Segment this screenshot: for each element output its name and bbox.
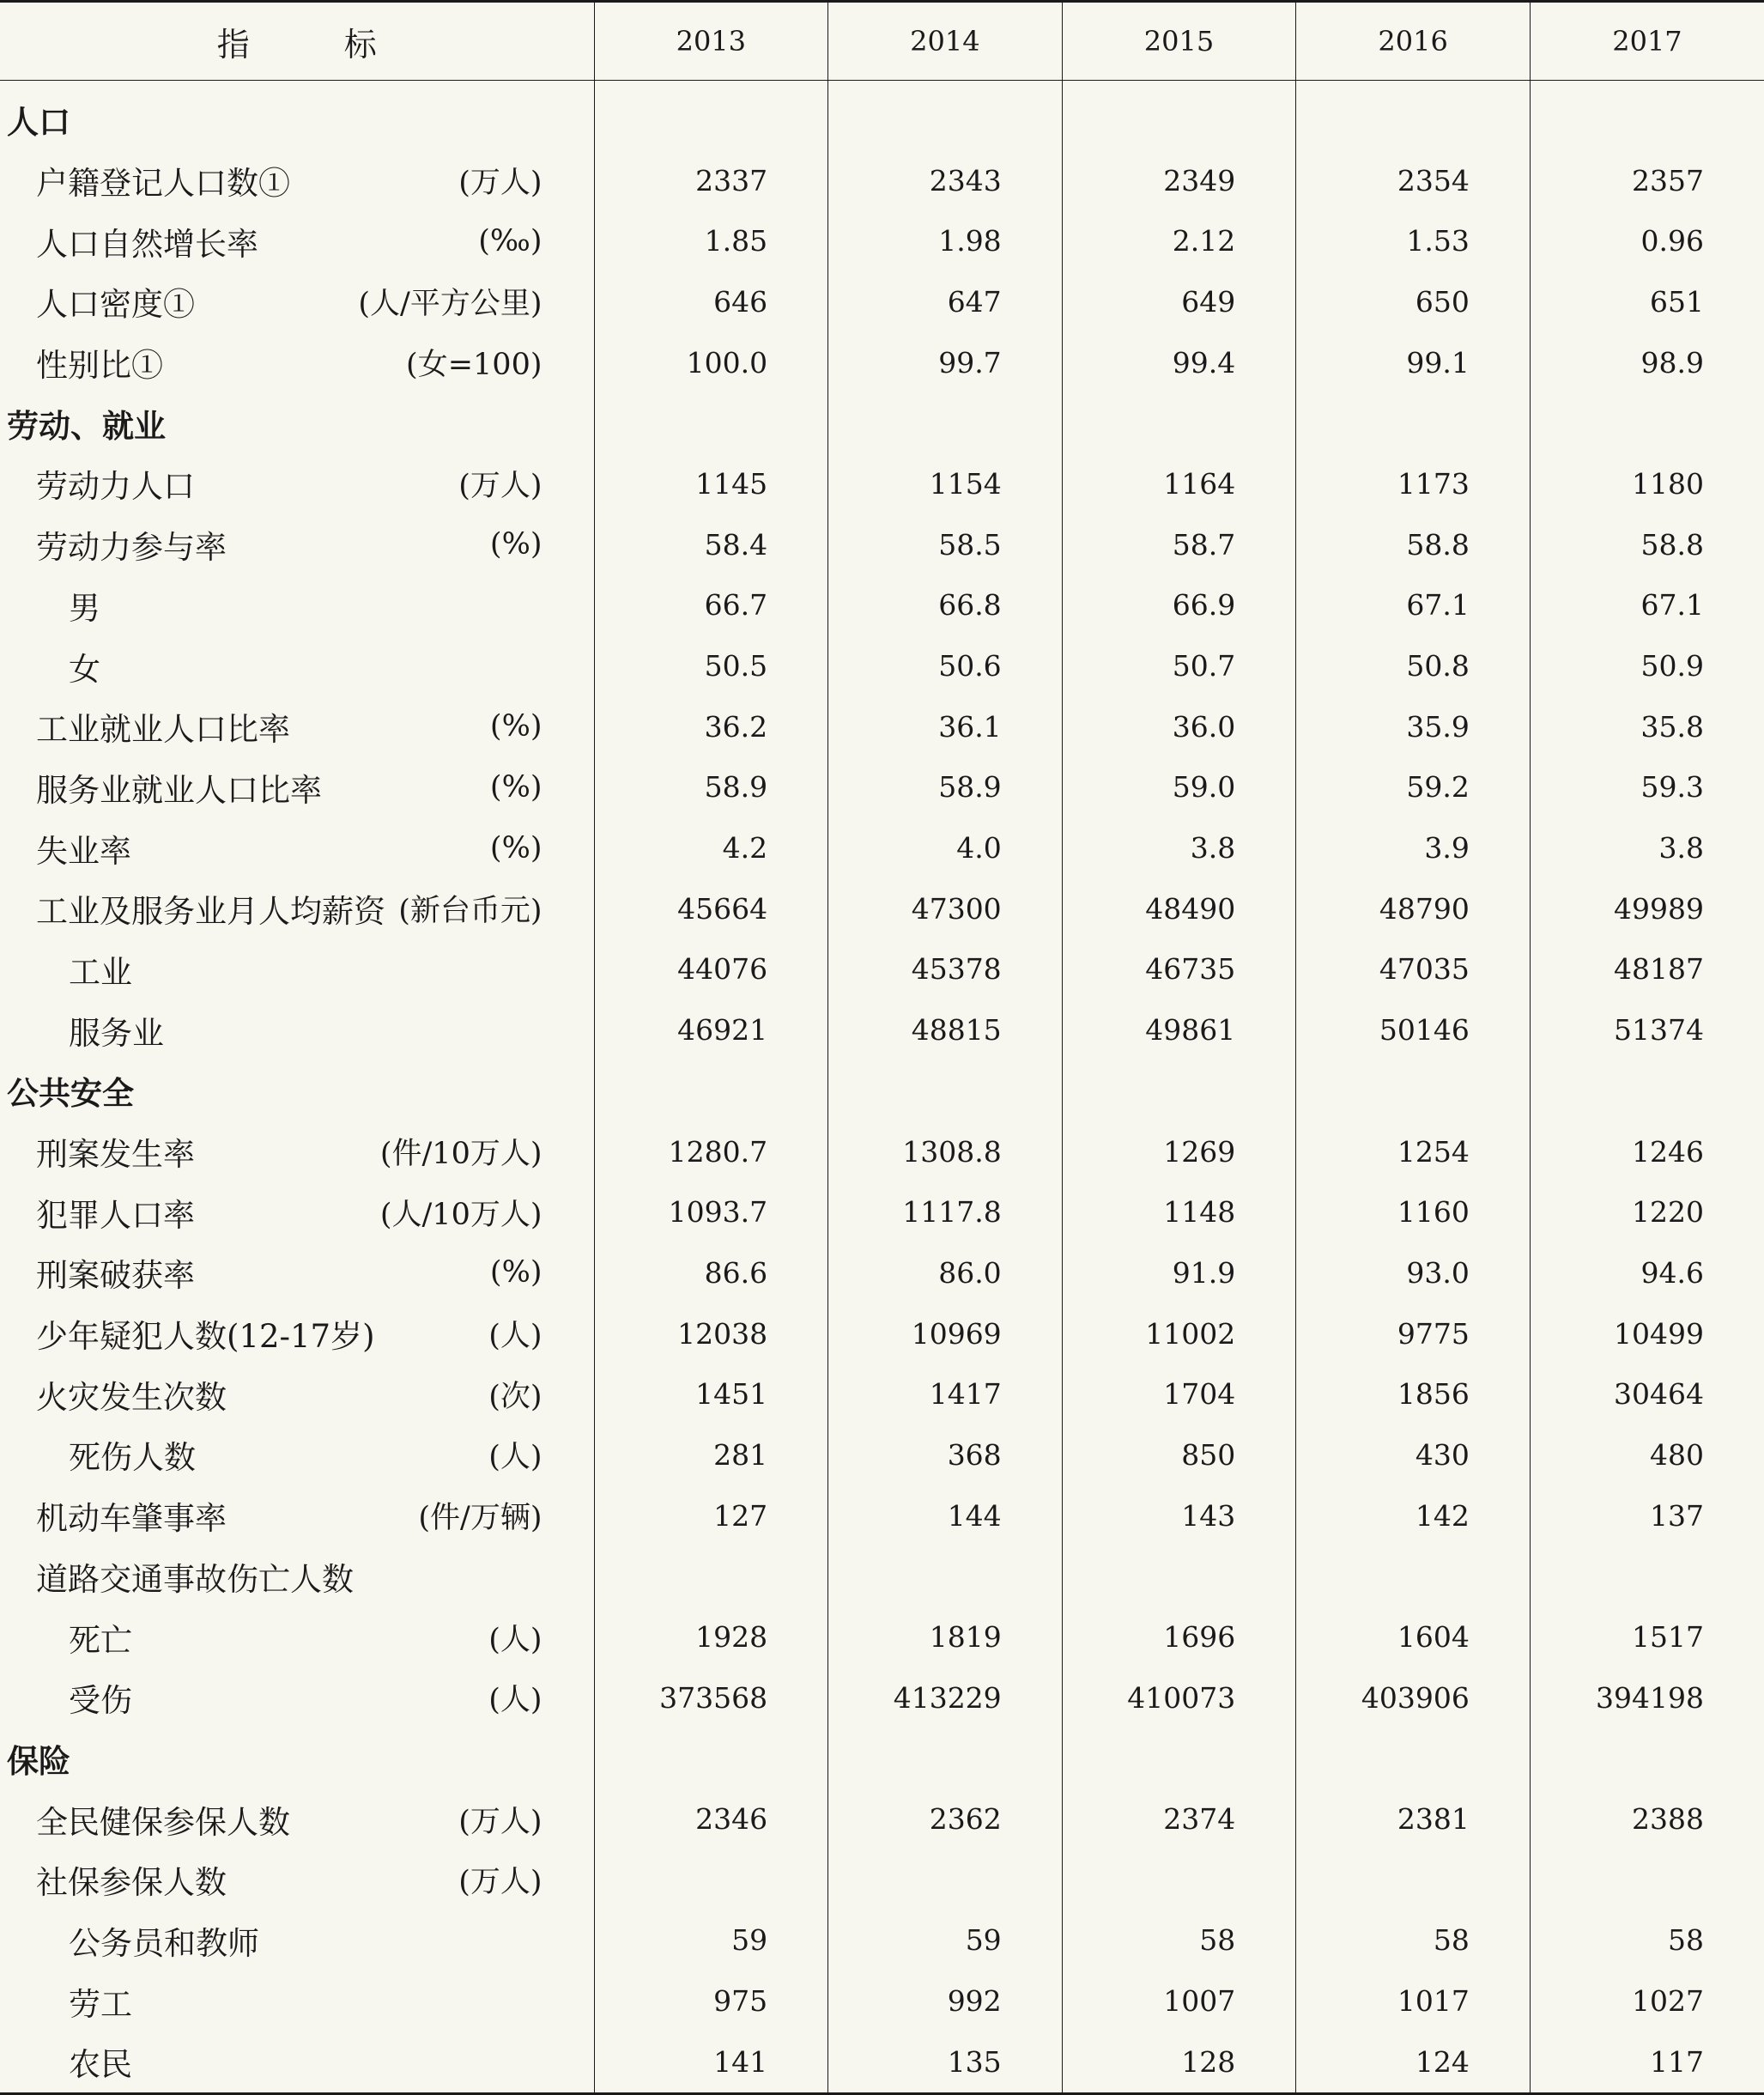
value-cell-2014: 1417 [828,1363,1063,1424]
value-cell-2015: 1148 [1062,1181,1296,1242]
table-row [0,575,1764,636]
indicator-cell [0,1485,594,1546]
value-cell-2013 [594,392,828,453]
value-cell-2017: 0.96 [1530,210,1764,271]
indicator-cell [0,757,594,818]
table-row [0,1121,1764,1182]
indicator-unit: (‰) [478,223,543,258]
value-cell-2017: 98.9 [1530,332,1764,393]
value-cell-2013 [594,1849,828,1910]
value-cell-2014 [828,1546,1063,1607]
value-cell-2016: 650 [1296,271,1531,332]
value-cell-2015: 1164 [1062,453,1296,514]
indicator-name: 火灾发生次数 [36,1378,227,1416]
value-cell-2013: 59 [594,1910,828,1971]
value-cell-2013: 127 [594,1485,828,1546]
indicator-unit: (件/万辆) [418,1501,543,1536]
value-cell-2017: 1220 [1530,1181,1764,1242]
indicator-cell [0,81,594,150]
value-cell-2014: 1308.8 [828,1121,1063,1182]
value-cell-2017: 137 [1530,1485,1764,1546]
indicator-unit: (人/平方公里) [358,287,543,322]
indicator-cell [0,1060,594,1121]
table-body [0,81,1764,2094]
value-cell-2017: 51374 [1530,999,1764,1060]
year-header-2013: 2013 [594,2,828,81]
value-cell-2015: 49861 [1062,999,1296,1060]
value-cell-2016: 1017 [1296,1971,1531,2031]
value-cell-2016 [1296,392,1531,453]
indicator-name: 道路交通事故伤亡人数 [36,1560,354,1598]
indicator-name: 工业及服务业月人均薪资 [36,893,385,931]
value-cell-2015: 2.12 [1062,210,1296,271]
indicator-name: 受伤 [69,1682,132,1720]
table-row [0,2031,1764,2093]
indicator-cell [0,1910,594,1971]
value-cell-2014: 1154 [828,453,1063,514]
value-cell-2015: 46735 [1062,939,1296,1000]
value-cell-2016: 124 [1296,2031,1531,2093]
value-cell-2016: 58.8 [1296,514,1531,575]
table-row [0,1181,1764,1242]
value-cell-2016 [1296,1728,1531,1789]
year-header-2014: 2014 [828,2,1063,81]
value-cell-2016: 1856 [1296,1363,1531,1424]
value-cell-2016: 93.0 [1296,1242,1531,1303]
value-cell-2015: 649 [1062,271,1296,332]
year-header-2016: 2016 [1296,2,1531,81]
indicator-cell [0,514,594,575]
value-cell-2014: 144 [828,1485,1063,1546]
indicator-name: 社保参保人数 [36,1864,227,1902]
value-cell-2015: 50.7 [1062,635,1296,696]
value-cell-2016: 142 [1296,1485,1531,1546]
indicator-cell [0,1546,594,1607]
value-cell-2013: 1.85 [594,210,828,271]
section-row [0,392,1764,453]
indicator-cell [0,1728,594,1789]
value-cell-2016: 1.53 [1296,210,1531,271]
value-cell-2013: 1928 [594,1606,828,1667]
value-cell-2017: 94.6 [1530,1242,1764,1303]
value-cell-2014: 59 [828,1910,1063,1971]
table-row [0,1849,1764,1910]
value-cell-2017 [1530,1849,1764,1910]
value-cell-2016: 50.8 [1296,635,1531,696]
indicator-cell [0,150,594,211]
indicator-cell [0,1606,594,1667]
value-cell-2014 [828,392,1063,453]
value-cell-2015: 1696 [1062,1606,1296,1667]
indicator-name: 劳工 [69,1985,132,2023]
value-cell-2017: 50.9 [1530,635,1764,696]
indicator-header-part1: 指 [216,25,250,64]
value-cell-2015: 2374 [1062,1788,1296,1849]
value-cell-2017: 2357 [1530,150,1764,211]
value-cell-2017: 1246 [1530,1121,1764,1182]
value-cell-2013 [594,1728,828,1789]
value-cell-2013: 1145 [594,453,828,514]
value-cell-2015 [1062,1060,1296,1121]
value-cell-2014: 135 [828,2031,1063,2093]
value-cell-2014: 992 [828,1971,1063,2031]
value-cell-2013: 45664 [594,878,828,939]
value-cell-2015: 1269 [1062,1121,1296,1182]
value-cell-2015: 410073 [1062,1667,1296,1728]
table-row [0,1242,1764,1303]
indicator-unit: (%) [489,769,543,805]
value-cell-2015: 58.7 [1062,514,1296,575]
indicator-cell [0,635,594,696]
table-row [0,210,1764,271]
value-cell-2016: 67.1 [1296,575,1531,636]
value-cell-2017: 59.3 [1530,757,1764,818]
value-cell-2013: 1280.7 [594,1121,828,1182]
value-cell-2017 [1530,392,1764,453]
indicator-cell [0,1181,594,1242]
indicator-cell [0,2031,594,2093]
year-header-2017: 2017 [1530,2,1764,81]
value-cell-2015: 11002 [1062,1303,1296,1364]
value-cell-2015 [1062,1849,1296,1910]
value-cell-2017: 117 [1530,2031,1764,2093]
value-cell-2015: 36.0 [1062,696,1296,757]
value-cell-2017: 48187 [1530,939,1764,1000]
value-cell-2014 [828,81,1063,150]
value-cell-2017: 67.1 [1530,575,1764,636]
indicator-name: 机动车肇事率 [36,1500,227,1538]
indicator-unit: (人) [488,1622,543,1657]
section-title: 人口 [7,103,70,142]
value-cell-2017: 651 [1530,271,1764,332]
value-cell-2014: 368 [828,1424,1063,1485]
table-row [0,1424,1764,1485]
value-cell-2014: 66.8 [828,575,1063,636]
value-cell-2017: 480 [1530,1424,1764,1485]
indicator-name: 工业就业人口比率 [36,711,290,749]
indicator-unit: (%) [489,1255,543,1290]
value-cell-2015 [1062,1546,1296,1607]
value-cell-2017: 30464 [1530,1363,1764,1424]
indicator-cell [0,1424,594,1485]
value-cell-2016: 1160 [1296,1181,1531,1242]
value-cell-2016: 48790 [1296,878,1531,939]
value-cell-2013: 46921 [594,999,828,1060]
indicator-cell [0,999,594,1060]
indicator-name: 男 [69,589,100,627]
table-row [0,1971,1764,2031]
value-cell-2017: 58.8 [1530,514,1764,575]
table-row [0,1546,1764,1607]
value-cell-2014: 86.0 [828,1242,1063,1303]
indicator-cell [0,1121,594,1182]
value-cell-2015: 48490 [1062,878,1296,939]
value-cell-2017 [1530,1060,1764,1121]
indicator-name: 公务员和教师 [69,1924,259,1962]
indicator-cell [0,696,594,757]
indicator-unit: (%) [489,527,543,562]
indicator-name: 性别比① [36,347,163,385]
table-row [0,1788,1764,1849]
section-title: 劳动、就业 [7,406,166,445]
section-row [0,81,1764,150]
indicator-unit: (人/10万人) [379,1197,543,1232]
section-row [0,1060,1764,1121]
value-cell-2014: 50.6 [828,635,1063,696]
value-cell-2013: 44076 [594,939,828,1000]
indicator-name: 失业率 [36,832,131,870]
indicator-unit: (女=100) [406,348,543,383]
value-cell-2016: 58 [1296,1910,1531,1971]
table-row [0,939,1764,1000]
table-row [0,1667,1764,1728]
value-cell-2014 [828,1849,1063,1910]
table-row [0,332,1764,393]
header-row [0,2,1764,81]
value-cell-2013: 975 [594,1971,828,2031]
indicator-name: 死伤人数 [69,1439,196,1477]
value-cell-2015: 1704 [1062,1363,1296,1424]
indicator-unit: (万人) [458,1865,543,1900]
table-row [0,1303,1764,1364]
indicator-name: 死亡 [69,1621,132,1659]
value-cell-2014: 58.5 [828,514,1063,575]
value-cell-2015 [1062,81,1296,150]
table-row [0,1363,1764,1424]
table-row [0,817,1764,878]
value-cell-2016: 59.2 [1296,757,1531,818]
value-cell-2017: 394198 [1530,1667,1764,1728]
value-cell-2017 [1530,81,1764,150]
section-row [0,1728,1764,1789]
indicator-cell [0,1849,594,1910]
indicator-name: 女 [69,650,100,688]
value-cell-2016: 1254 [1296,1121,1531,1182]
value-cell-2016: 1173 [1296,453,1531,514]
value-cell-2017: 3.8 [1530,817,1764,878]
value-cell-2015: 58 [1062,1910,1296,1971]
value-cell-2013: 58.4 [594,514,828,575]
indicator-name: 少年疑犯人数(12-17岁) [36,1318,375,1356]
value-cell-2014: 1117.8 [828,1181,1063,1242]
indicator-name: 犯罪人口率 [36,1196,195,1234]
value-cell-2015 [1062,392,1296,453]
value-cell-2015: 143 [1062,1485,1296,1546]
value-cell-2013: 86.6 [594,1242,828,1303]
value-cell-2014 [828,1728,1063,1789]
indicator-cell [0,332,594,393]
value-cell-2014: 48815 [828,999,1063,1060]
section-title: 保险 [7,1741,70,1780]
indicator-name: 服务业就业人口比率 [36,771,322,809]
indicator-name: 劳动力参与率 [36,529,227,567]
indicator-cell [0,575,594,636]
indicator-name: 全民健保参保人数 [36,1803,290,1841]
value-cell-2013: 12038 [594,1303,828,1364]
value-cell-2017: 1027 [1530,1971,1764,2031]
table-row [0,1485,1764,1546]
value-cell-2016 [1296,81,1531,150]
value-cell-2014: 647 [828,271,1063,332]
indicator-name: 服务业 [69,1014,164,1052]
indicator-name: 刑案发生率 [36,1136,195,1174]
table-row [0,757,1764,818]
value-cell-2013: 66.7 [594,575,828,636]
indicator-unit: (万人) [458,469,543,504]
value-cell-2017 [1530,1546,1764,1607]
value-cell-2013: 1093.7 [594,1181,828,1242]
value-cell-2015: 59.0 [1062,757,1296,818]
indicator-unit: (次) [488,1379,543,1414]
value-cell-2014: 99.7 [828,332,1063,393]
indicator-cell [0,271,594,332]
value-cell-2016: 2354 [1296,150,1531,211]
section-title: 公共安全 [7,1074,134,1113]
value-cell-2015: 3.8 [1062,817,1296,878]
value-cell-2016: 1604 [1296,1606,1531,1667]
value-cell-2015: 99.4 [1062,332,1296,393]
table-row [0,635,1764,696]
indicator-unit: (人) [488,1440,543,1475]
indicator-cell [0,1303,594,1364]
value-cell-2016: 99.1 [1296,332,1531,393]
value-cell-2017: 10499 [1530,1303,1764,1364]
value-cell-2014 [828,1060,1063,1121]
value-cell-2013: 4.2 [594,817,828,878]
indicator-unit: (%) [489,709,543,744]
value-cell-2017 [1530,1728,1764,1789]
value-cell-2016: 2381 [1296,1788,1531,1849]
indicator-cell [0,817,594,878]
indicator-name: 劳动力人口 [36,468,195,506]
value-cell-2014: 36.1 [828,696,1063,757]
value-cell-2013: 373568 [594,1667,828,1728]
indicator-cell [0,392,594,453]
value-cell-2016: 35.9 [1296,696,1531,757]
value-cell-2013: 141 [594,2031,828,2093]
value-cell-2013: 1451 [594,1363,828,1424]
value-cell-2015: 66.9 [1062,575,1296,636]
value-cell-2015: 128 [1062,2031,1296,2093]
value-cell-2016: 50146 [1296,999,1531,1060]
value-cell-2014: 1.98 [828,210,1063,271]
value-cell-2016: 430 [1296,1424,1531,1485]
value-cell-2013: 2346 [594,1788,828,1849]
value-cell-2014: 1819 [828,1606,1063,1667]
value-cell-2015: 1007 [1062,1971,1296,2031]
value-cell-2013: 646 [594,271,828,332]
value-cell-2017: 1517 [1530,1606,1764,1667]
indicator-cell [0,1971,594,2031]
value-cell-2013: 281 [594,1424,828,1485]
value-cell-2014: 4.0 [828,817,1063,878]
table-row [0,999,1764,1060]
indicator-name: 刑案破获率 [36,1257,195,1295]
indicator-header-part2: 标 [343,25,377,64]
indicator-cell [0,210,594,271]
indicator-header [0,2,594,81]
value-cell-2013: 58.9 [594,757,828,818]
table-row [0,271,1764,332]
value-cell-2013: 2337 [594,150,828,211]
indicator-unit: (件/10万人) [379,1137,543,1172]
value-cell-2017: 1180 [1530,453,1764,514]
value-cell-2016: 3.9 [1296,817,1531,878]
value-cell-2015: 2349 [1062,150,1296,211]
indicator-unit: (新台币元) [398,894,543,929]
value-cell-2016: 9775 [1296,1303,1531,1364]
indicator-cell [0,939,594,1000]
value-cell-2014: 58.9 [828,757,1063,818]
table-row [0,1910,1764,1971]
indicator-unit: (万人) [458,1804,543,1839]
value-cell-2017: 35.8 [1530,696,1764,757]
value-cell-2017: 2388 [1530,1788,1764,1849]
value-cell-2013 [594,81,828,150]
table-row [0,453,1764,514]
value-cell-2014: 2343 [828,150,1063,211]
value-cell-2014: 47300 [828,878,1063,939]
indicator-cell [0,1667,594,1728]
table-row [0,696,1764,757]
year-header-2015: 2015 [1062,2,1296,81]
table-row [0,878,1764,939]
indicator-name: 农民 [69,2046,132,2084]
value-cell-2016 [1296,1060,1531,1121]
table-row [0,150,1764,211]
indicator-unit: (%) [489,830,543,865]
indicator-unit: (人) [488,1683,543,1718]
value-cell-2014: 45378 [828,939,1063,1000]
indicator-cell [0,1363,594,1424]
value-cell-2014: 2362 [828,1788,1063,1849]
indicator-cell [0,878,594,939]
value-cell-2013 [594,1060,828,1121]
value-cell-2015 [1062,1728,1296,1789]
indicator-unit: (人) [488,1319,543,1354]
table-row [0,514,1764,575]
indicator-cell [0,1788,594,1849]
value-cell-2016: 403906 [1296,1667,1531,1728]
value-cell-2016: 47035 [1296,939,1531,1000]
indicator-cell [0,1242,594,1303]
value-cell-2013: 50.5 [594,635,828,696]
value-cell-2017: 49989 [1530,878,1764,939]
value-cell-2017: 58 [1530,1910,1764,1971]
indicator-name: 户籍登记人口数① [36,165,290,203]
indicator-name: 工业 [69,953,132,991]
value-cell-2013: 100.0 [594,332,828,393]
value-cell-2016 [1296,1849,1531,1910]
value-cell-2015: 91.9 [1062,1242,1296,1303]
value-cell-2015: 850 [1062,1424,1296,1485]
value-cell-2014: 10969 [828,1303,1063,1364]
value-cell-2016 [1296,1546,1531,1607]
indicator-name: 人口自然增长率 [36,225,258,263]
indicator-cell [0,453,594,514]
indicator-unit: (万人) [458,166,543,201]
indicator-name: 人口密度① [36,286,195,324]
value-cell-2013 [594,1546,828,1607]
value-cell-2014: 413229 [828,1667,1063,1728]
value-cell-2013: 36.2 [594,696,828,757]
table-row [0,1606,1764,1667]
